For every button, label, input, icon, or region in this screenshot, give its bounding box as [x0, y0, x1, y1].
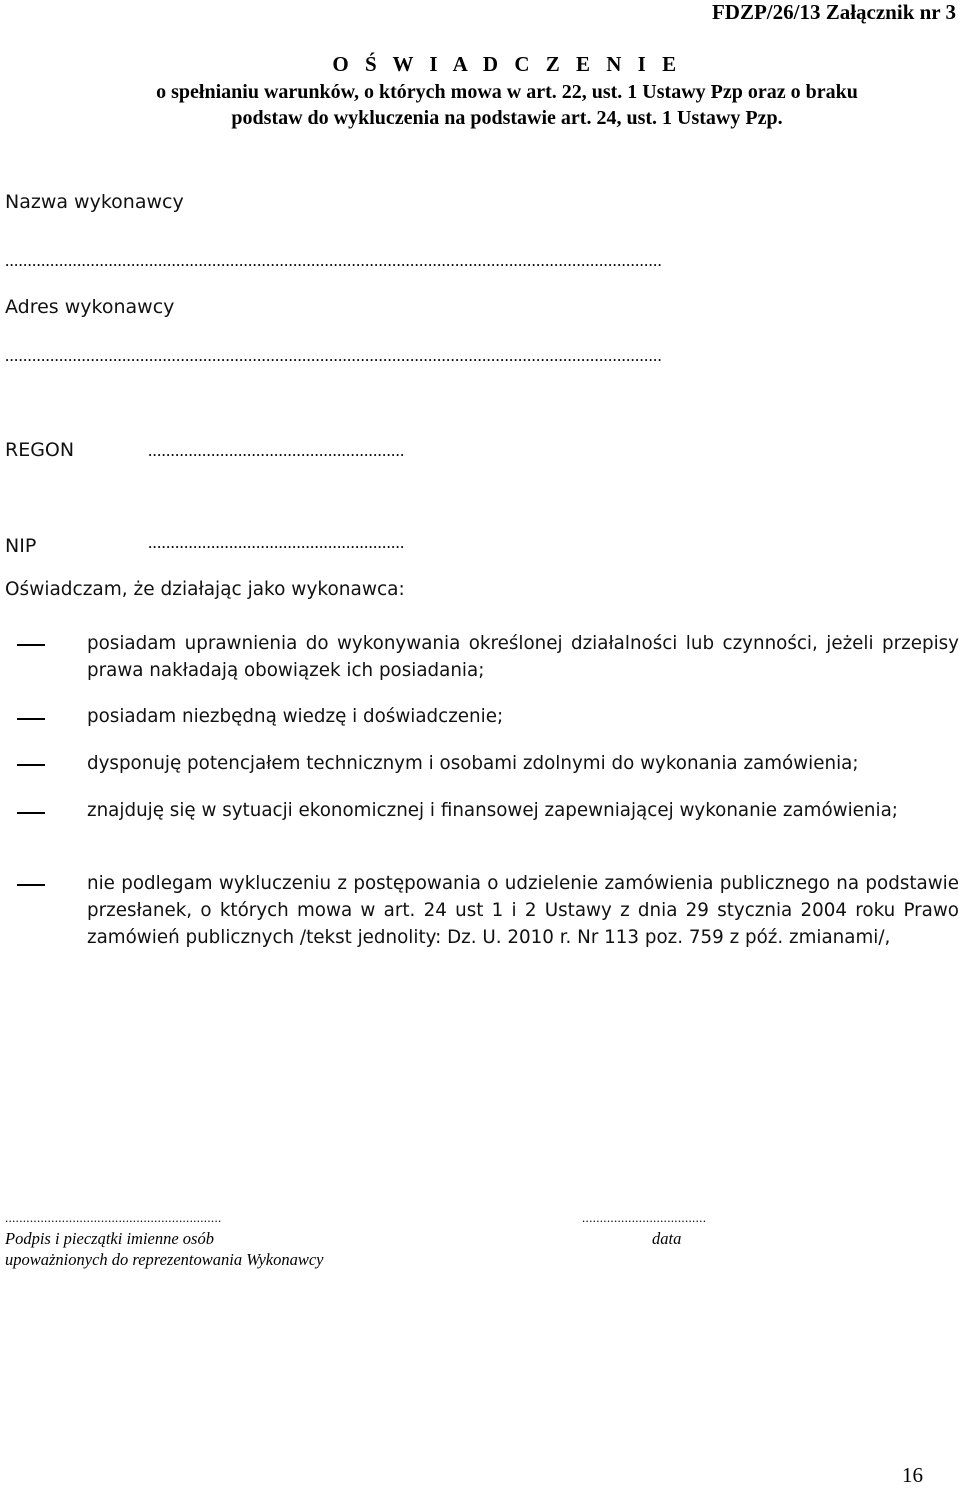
date-label: data	[652, 1229, 682, 1248]
declaration-item: posiadam niezbędną wiedzę i doświadczenie;	[87, 706, 504, 727]
list-dash	[17, 812, 45, 814]
signature-label-line1: Podpis i pieczątki imienne osób	[5, 1229, 214, 1248]
document-subtitle-line1: o spełnianiu warunków, o których mowa w art. 22, ust. 1 Ustawy Pzp oraz o braku	[156, 81, 858, 103]
list-dash	[17, 764, 45, 766]
contractor-name-value: ..................................................................................................................................................	[5, 251, 662, 270]
document-subtitle-line2: podstaw do wykluczenia na podstawie art. 24, ust. 1 Ustawy Pzp.	[231, 107, 783, 129]
contractor-address-label: Adres wykonawcy	[5, 296, 175, 318]
signature-line: .............................................................	[5, 1210, 222, 1225]
contractor-address-value: ..................................................................................................................................................	[5, 346, 662, 365]
declaration-item: posiadam uprawnienia do wykonywania określonej działalności lub czynności, jeżeli przepisy prawa nakładają obowiązek ich posiadania;	[87, 633, 959, 681]
regon-value: .........................................................	[148, 441, 405, 460]
declaration-item: znajduję się w sytuacji ekonomicznej i finansowej zapewniającej wykonanie zamówienia;	[87, 800, 898, 821]
nip-label: NIP	[5, 535, 37, 557]
declaration-item: nie podlegam wykluczeniu z postępowania o udzielenie zamówienia publicznego na podstawie przesłanek, o których mowa w art. 24 ust 1 i 2 Ustawy z dnia 29 stycznia 2004 roku Prawo zamówień publicznych /tekst jednolity: Dz. U. 2010 r. Nr 113 poz. 759 z póź. zmianami/,	[87, 873, 959, 948]
document-reference: FDZP/26/13 Załącznik nr 3	[711, 0, 956, 24]
list-dash	[17, 644, 45, 646]
list-dash	[17, 884, 45, 886]
nip-value: .........................................................	[148, 533, 405, 552]
signature-label-line2: upoważnionych do reprezentowania Wykonawcy	[5, 1250, 324, 1269]
regon-label: REGON	[5, 439, 75, 461]
list-dash	[17, 718, 45, 720]
document-title: O Ś W I A D C Z E N I E	[332, 52, 682, 76]
declaration-item: dysponuję potencjałem technicznym i osobami zdolnymi do wykonania zamówienia;	[87, 753, 859, 774]
declaration-intro: Oświadczam, że działając jako wykonawca:	[5, 579, 405, 600]
page-number: 16	[902, 1463, 923, 1487]
contractor-name-label: Nazwa wykonawcy	[5, 191, 184, 213]
date-line: ...................................	[582, 1210, 707, 1225]
